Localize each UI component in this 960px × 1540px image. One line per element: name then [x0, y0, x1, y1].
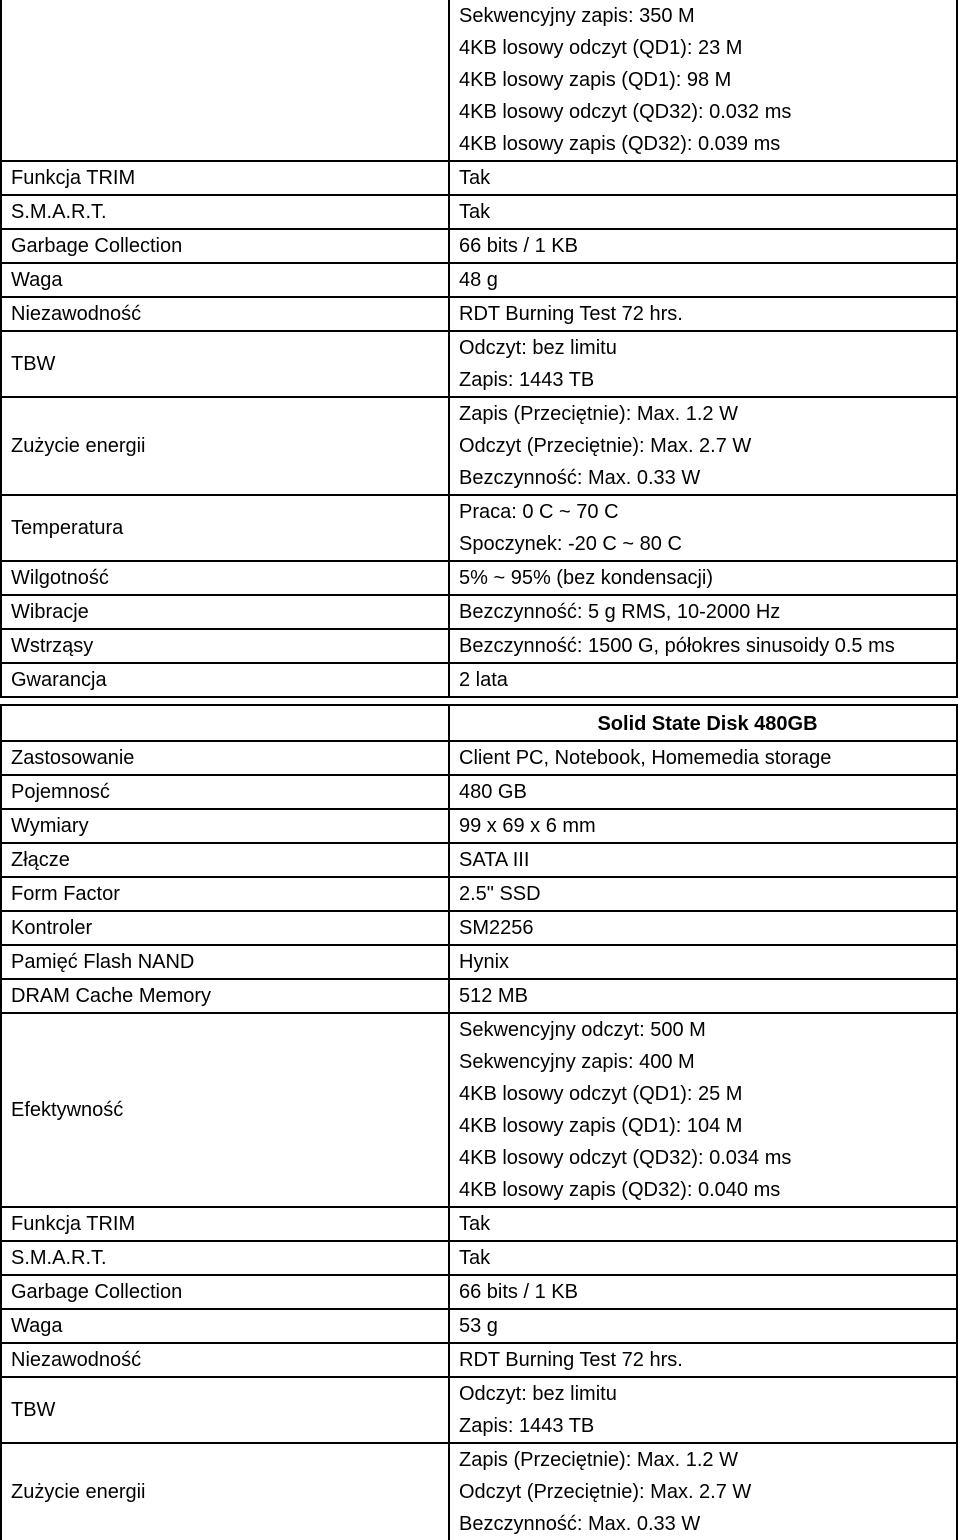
spec-label-cell — [1, 495, 449, 561]
spec-value-cell — [449, 1241, 957, 1275]
spec-value-cell — [449, 1275, 957, 1309]
spec-label: Pamięć Flash NAND — [11, 951, 195, 973]
spec-label: Niezawodność — [11, 303, 142, 325]
spec-value-cell — [449, 741, 957, 775]
spec-value: Zapis (Przeciętnie): Max. 1.2 W — [459, 403, 738, 425]
table-row — [1, 495, 957, 561]
spec-label-cell — [1, 263, 449, 297]
spec-value: SATA III — [459, 849, 530, 871]
table-row — [1, 161, 957, 195]
spec-value: 53 g — [459, 1315, 498, 1337]
table-title: Solid State Disk 480GB — [597, 713, 818, 735]
spec-value-cell — [449, 263, 957, 297]
spec-label: Funkcja TRIM — [11, 167, 136, 189]
spec-value: 2.5" SSD — [459, 883, 541, 905]
spec-value: 4KB losowy odczyt (QD1): 25 M — [459, 1083, 743, 1105]
spec-label: Wilgotność — [11, 567, 109, 589]
spec-value-cell — [449, 0, 957, 161]
spec-label-cell — [1, 195, 449, 229]
spec-table-previous — [0, 0, 958, 698]
spec-value-cell — [449, 1443, 957, 1540]
header-title-cell — [449, 705, 957, 741]
spec-value: Bezczynność: 1500 G, półokres sinusoidy 0.5 ms — [459, 635, 895, 657]
spec-label: Złącze — [11, 849, 70, 871]
spec-value: RDT Burning Test 72 hrs. — [459, 1349, 683, 1371]
spec-label: Wymiary — [11, 815, 89, 837]
spec-value-cell — [449, 911, 957, 945]
spec-table-480gb — [0, 704, 958, 1540]
spec-value: Bezczynność: Max. 0.33 W — [459, 467, 701, 489]
spec-label: Zużycie energii — [11, 435, 146, 457]
spec-label: Wibracje — [11, 601, 89, 623]
spec-value-cell — [449, 1309, 957, 1343]
table-row — [1, 1241, 957, 1275]
spec-value: Tak — [459, 167, 491, 189]
spec-label: Zużycie energii — [11, 1481, 146, 1503]
spec-label: Garbage Collection — [11, 1281, 183, 1303]
spec-value: 4KB losowy odczyt (QD1): 23 M — [459, 37, 743, 59]
table-row — [1, 1207, 957, 1241]
spec-label-cell — [1, 229, 449, 263]
spec-label — [11, 64, 448, 96]
spec-value: Spoczynek: -20 C ~ 80 C — [459, 533, 682, 555]
spec-label: Garbage Collection — [11, 235, 183, 257]
spec-label: Wstrząsy — [11, 635, 94, 657]
table-row — [1, 561, 957, 595]
spec-label-cell — [1, 0, 449, 161]
spec-label: Form Factor — [11, 883, 120, 905]
spec-value: Sekwencyjny zapis: 400 M — [459, 1051, 695, 1073]
spec-value: Sekwencyjny odczyt: 500 M — [459, 1019, 706, 1041]
table-row — [1, 911, 957, 945]
spec-value: Tak — [459, 1213, 491, 1235]
spec-value: 4KB losowy odczyt (QD32): 0.034 ms — [459, 1147, 792, 1169]
spec-label-cell — [1, 979, 449, 1013]
spec-label-cell — [1, 911, 449, 945]
spec-label-cell — [1, 629, 449, 663]
spec-label: Efektywność — [11, 1099, 124, 1121]
spec-value-cell — [449, 979, 957, 1013]
table-row — [1, 741, 957, 775]
spec-value-cell — [449, 195, 957, 229]
spec-value: Client PC, Notebook, Homemedia storage — [459, 747, 832, 769]
spec-label-cell — [1, 1343, 449, 1377]
spec-label: TBW — [11, 353, 56, 375]
spec-value: Bezczynność: 5 g RMS, 10-2000 Hz — [459, 601, 781, 623]
spec-label: Waga — [11, 1315, 63, 1337]
spec-label-cell — [1, 1013, 449, 1207]
spec-value-cell — [449, 397, 957, 495]
spec-value-cell — [449, 629, 957, 663]
spec-value: Hynix — [459, 951, 510, 973]
spec-label: DRAM Cache Memory — [11, 985, 212, 1007]
spec-value: Zapis: 1443 TB — [459, 369, 595, 391]
spec-value-cell — [449, 595, 957, 629]
spec-label-cell — [1, 1275, 449, 1309]
spec-value: 66 bits / 1 KB — [459, 235, 578, 257]
spec-value-cell — [449, 561, 957, 595]
spec-label: Temperatura — [11, 517, 124, 539]
spec-value: 5% ~ 95% (bez kondensacji) — [459, 567, 714, 589]
spec-value: Tak — [459, 201, 491, 223]
table-row — [1, 809, 957, 843]
spec-label-cell — [1, 1443, 449, 1540]
spec-value-cell — [449, 775, 957, 809]
spec-value: 4KB losowy zapis (QD1): 98 M — [459, 69, 732, 91]
spec-value: Bezczynność: Max. 0.33 W — [459, 1513, 701, 1535]
table-header-row — [1, 705, 957, 741]
spec-value-cell — [449, 161, 957, 195]
spec-value-cell — [449, 843, 957, 877]
table-row — [1, 331, 957, 397]
spec-value-cell — [449, 229, 957, 263]
header-empty-cell — [1, 705, 449, 741]
spec-label-cell — [1, 809, 449, 843]
spec-value: 480 GB — [459, 781, 527, 803]
table-row — [1, 0, 957, 161]
spec-label-cell — [1, 741, 449, 775]
table-row — [1, 1013, 957, 1207]
spec-label-cell — [1, 775, 449, 809]
table-row — [1, 229, 957, 263]
spec-label-cell — [1, 1309, 449, 1343]
spec-label: TBW — [11, 1399, 56, 1421]
table-row — [1, 945, 957, 979]
spec-value-cell — [449, 1377, 957, 1443]
spec-value: 4KB losowy zapis (QD1): 104 M — [459, 1115, 743, 1137]
spec-value: RDT Burning Test 72 hrs. — [459, 303, 683, 325]
table-row — [1, 629, 957, 663]
spec-value: Tak — [459, 1247, 491, 1269]
spec-value-cell — [449, 495, 957, 561]
spec-value-cell — [449, 877, 957, 911]
spec-value: 4KB losowy zapis (QD32): 0.040 ms — [459, 1179, 781, 1201]
spec-label-cell — [1, 843, 449, 877]
spec-value: Odczyt (Przeciętnie): Max. 2.7 W — [459, 1481, 752, 1503]
spec-value: 66 bits / 1 KB — [459, 1281, 578, 1303]
spec-value: 512 MB — [459, 985, 528, 1007]
spec-value: 4KB losowy odczyt (QD32): 0.032 ms — [459, 101, 792, 123]
spec-label-cell — [1, 595, 449, 629]
spec-value-cell — [449, 663, 957, 697]
spec-value: Odczyt: bez limitu — [459, 337, 617, 359]
table-row — [1, 775, 957, 809]
spec-label: Zastosowanie — [11, 747, 135, 769]
spec-label-cell — [1, 331, 449, 397]
table-row — [1, 1309, 957, 1343]
spec-label: S.M.A.R.T. — [11, 1247, 107, 1269]
spec-label-cell — [1, 1377, 449, 1443]
table-row — [1, 877, 957, 911]
spec-value: Praca: 0 C ~ 70 C — [459, 501, 619, 523]
table-row — [1, 843, 957, 877]
spec-value: Zapis (Przeciętnie): Max. 1.2 W — [459, 1449, 738, 1471]
spec-value-cell — [449, 945, 957, 979]
table-row — [1, 1275, 957, 1309]
spec-label-cell — [1, 877, 449, 911]
table-row — [1, 297, 957, 331]
spec-value: Zapis: 1443 TB — [459, 1415, 595, 1437]
spec-value: 99 x 69 x 6 mm — [459, 815, 596, 837]
spec-value-cell — [449, 1343, 957, 1377]
spec-label-cell — [1, 1207, 449, 1241]
spec-label: Funkcja TRIM — [11, 1213, 136, 1235]
spec-label-cell — [1, 1241, 449, 1275]
spec-label: Waga — [11, 269, 63, 291]
spec-value: 2 lata — [459, 669, 508, 691]
spec-label-cell — [1, 397, 449, 495]
spec-value: SM2256 — [459, 917, 534, 939]
spec-label: Niezawodność — [11, 1349, 142, 1371]
table-row — [1, 195, 957, 229]
spec-label: Pojemnosć — [11, 781, 110, 803]
spec-value: 4KB losowy zapis (QD32): 0.039 ms — [459, 133, 781, 155]
spec-label-cell — [1, 297, 449, 331]
spec-value-cell — [449, 1207, 957, 1241]
spec-label-cell — [1, 663, 449, 697]
table-row — [1, 263, 957, 297]
spec-label: Kontroler — [11, 917, 93, 939]
table-row — [1, 1377, 957, 1443]
table-row — [1, 663, 957, 697]
table-row — [1, 595, 957, 629]
spec-value: Sekwencyjny zapis: 350 M — [459, 5, 695, 27]
table-row — [1, 979, 957, 1013]
table-row — [1, 397, 957, 495]
spec-label: Gwarancja — [11, 669, 107, 691]
spec-value: 48 g — [459, 269, 498, 291]
spec-label-cell — [1, 161, 449, 195]
spec-value: Odczyt (Przeciętnie): Max. 2.7 W — [459, 435, 752, 457]
spec-value: Odczyt: bez limitu — [459, 1383, 617, 1405]
table-row — [1, 1443, 957, 1540]
table-row — [1, 1343, 957, 1377]
spec-label-cell — [1, 561, 449, 595]
spec-label-cell — [1, 945, 449, 979]
spec-label: S.M.A.R.T. — [11, 201, 107, 223]
spec-value-cell — [449, 297, 957, 331]
spec-value-cell — [449, 331, 957, 397]
spec-value-cell — [449, 809, 957, 843]
spec-value-cell — [449, 1013, 957, 1207]
